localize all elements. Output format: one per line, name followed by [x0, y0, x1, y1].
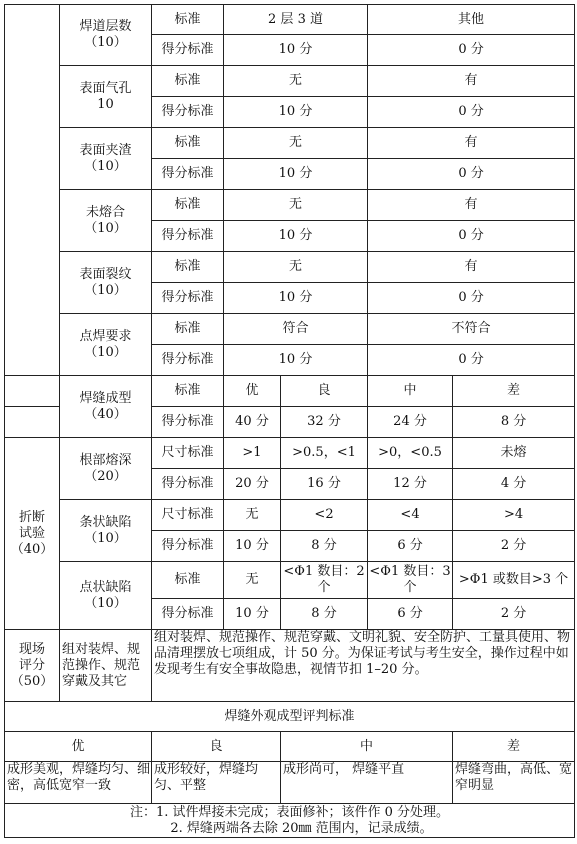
item-cell [60, 438, 152, 500]
score-pass: 10 分 [224, 97, 368, 128]
row-root-std [5, 438, 575, 469]
std-pass: 无 [224, 128, 368, 159]
item-name: 点状缺陷 [79, 579, 132, 595]
standard-label: 标准 [152, 314, 224, 345]
onsite-item: 组对装焊、规范操作、规范穿戴及其它 [60, 630, 152, 702]
section-label-points: （40） [10, 541, 54, 557]
section-label-blank [5, 407, 60, 438]
item-name: 焊道层数 [79, 19, 132, 34]
item-cell [60, 190, 152, 252]
std-fail: 有 [368, 128, 575, 159]
score-fair: 6 分 [368, 531, 453, 562]
appearance-grade-poor: 差 [453, 732, 575, 762]
item-points: （10） [84, 220, 127, 236]
score-standard-label: 得分标准 [152, 283, 224, 314]
row-appearance-descs [5, 762, 575, 804]
section-label-line: 试验 [18, 525, 45, 541]
std-fail: 有 [368, 66, 575, 97]
item-name: 焊缝成型 [79, 390, 132, 406]
row-forming-std [5, 376, 575, 407]
appearance-grade-good: 良 [152, 732, 281, 762]
standard-label: 标准 [152, 5, 224, 35]
item-points: （10） [84, 530, 127, 546]
std-excellent: 无 [224, 500, 281, 531]
row-fusion-std [5, 190, 575, 221]
section-label-onsite [5, 630, 60, 702]
onsite-description: 组对装焊、规范操作、规范穿戴、文明礼貌、安全防护、工量具使用、物品清理摆放七项组成，计 50 分。为保证考试与考生安全，操作过程中如发现考生有安全事故隐患，视情节扣 1–20 分。 [152, 630, 575, 702]
appearance-desc-excellent: 成形美观，焊缝均匀、细密，高低宽窄一致 [5, 762, 152, 804]
item-name: 未熔合 [85, 204, 125, 220]
std-pass: 无 [224, 66, 368, 97]
standard-label: 标准 [152, 66, 224, 97]
score-standard-label: 得分标准 [152, 531, 224, 562]
std-fair: <4 [368, 500, 453, 531]
score-pass: 10 分 [224, 35, 368, 66]
score-poor: 2 分 [453, 599, 575, 630]
item-points: （10） [84, 344, 127, 360]
score-fail: 0 分 [368, 283, 575, 314]
score-excellent: 10 分 [224, 599, 281, 630]
section-label-break-test [5, 438, 60, 630]
grade-excellent: 优 [224, 376, 281, 407]
standard-label: 标准 [152, 376, 224, 407]
score-fail: 0 分 [368, 97, 575, 128]
score-standard-label: 得分标准 [152, 35, 224, 66]
item-points: （10） [84, 35, 127, 50]
standard-label: 标准 [152, 562, 224, 599]
std-good: <2 [281, 500, 368, 531]
item-name: 表面裂纹 [79, 266, 132, 282]
score-good: 16 分 [281, 469, 368, 500]
item-points: 10 [97, 96, 114, 112]
score-standard-label: 得分标准 [152, 599, 224, 630]
score-fair: 24 分 [368, 407, 453, 438]
row-spot-std [5, 562, 575, 599]
item-points: （20） [84, 468, 127, 484]
item-name: 点焊要求 [79, 328, 132, 344]
score-excellent: 20 分 [224, 469, 281, 500]
std-poor: >4 [453, 500, 575, 531]
item-cell [60, 128, 152, 190]
score-poor: 8 分 [453, 407, 575, 438]
item-cell [60, 66, 152, 128]
grade-good: 良 [281, 376, 368, 407]
item-cell [60, 500, 152, 562]
item-cell [60, 376, 152, 438]
score-standard-label: 得分标准 [152, 221, 224, 252]
score-pass: 10 分 [224, 345, 368, 376]
score-good: 32 分 [281, 407, 368, 438]
std-fair: >0，<0.5 [368, 438, 453, 469]
appearance-title: 焊缝外观成型评判标准 [5, 702, 575, 732]
appearance-desc-poor: 焊缝弯曲，高低、宽窄明显 [453, 762, 575, 804]
appearance-grade-fair: 中 [281, 732, 453, 762]
section-label-blank [5, 5, 60, 376]
standard-label: 标准 [152, 252, 224, 283]
score-fair: 6 分 [368, 599, 453, 630]
score-pass: 10 分 [224, 283, 368, 314]
score-standard-label: 得分标准 [152, 407, 224, 438]
item-name: 表面气孔 [79, 80, 132, 96]
score-fail: 0 分 [368, 159, 575, 190]
scoring-table [4, 4, 575, 838]
std-fail: 有 [368, 190, 575, 221]
std-pass: 符合 [224, 314, 368, 345]
appearance-grade-excellent: 优 [5, 732, 152, 762]
std-fair: <Φ1 数目：3 个 [368, 562, 453, 599]
row-porosity-std [5, 66, 575, 97]
score-standard-label: 得分标准 [152, 469, 224, 500]
score-poor: 2 分 [453, 531, 575, 562]
std-pass: 无 [224, 190, 368, 221]
std-good: <Φ1 数目：2 个 [281, 562, 368, 599]
grade-fair: 中 [368, 376, 453, 407]
score-pass: 10 分 [224, 221, 368, 252]
item-points: （40） [84, 406, 127, 422]
std-poor: >Φ1 或数目>3 个 [453, 562, 575, 599]
score-fair: 12 分 [368, 469, 453, 500]
row-appearance-title [5, 702, 575, 732]
row-crack-std [5, 252, 575, 283]
note-line-1: 注：1. 试件焊接未完成；表面修补；该件作 0 分处理。 [129, 804, 450, 820]
section-label-blank [5, 376, 60, 407]
item-cell [60, 5, 152, 66]
item-points: （10） [84, 595, 127, 611]
row-strip-std [5, 500, 575, 531]
score-fail: 0 分 [368, 221, 575, 252]
score-standard-label: 得分标准 [152, 159, 224, 190]
section-label-line: 现场 [18, 641, 45, 657]
notes-cell [5, 804, 575, 838]
row-appearance-grades [5, 732, 575, 762]
row-layers-std [5, 5, 575, 35]
item-points: （10） [84, 158, 127, 174]
size-standard-label: 尺寸标准 [152, 438, 224, 469]
score-good: 8 分 [281, 531, 368, 562]
item-cell [60, 314, 152, 376]
std-excellent: >1 [224, 438, 281, 469]
row-slag-std [5, 128, 575, 159]
std-good: >0.5，<1 [281, 438, 368, 469]
section-label-line: 折断 [18, 509, 45, 525]
appearance-desc-fair: 成形尚可， 焊缝平直 [281, 762, 453, 804]
score-fail: 0 分 [368, 35, 575, 66]
score-standard-label: 得分标准 [152, 97, 224, 128]
standard-label: 标准 [152, 190, 224, 221]
row-onsite [5, 630, 575, 702]
size-standard-label: 尺寸标准 [152, 500, 224, 531]
std-pass: 无 [224, 252, 368, 283]
appearance-desc-good: 成形较好，焊缝均匀、平整 [152, 762, 281, 804]
item-cell [60, 252, 152, 314]
score-excellent: 40 分 [224, 407, 281, 438]
row-tack-std [5, 314, 575, 345]
section-label-points: （50） [10, 673, 54, 689]
item-name: 表面夹渣 [79, 142, 132, 158]
item-name: 条状缺陷 [79, 514, 132, 530]
score-excellent: 10 分 [224, 531, 281, 562]
item-name: 根部熔深 [79, 452, 132, 468]
item-cell [60, 562, 152, 630]
std-poor: 未熔 [453, 438, 575, 469]
grade-poor: 差 [453, 376, 575, 407]
section-label-line: 评分 [18, 657, 45, 673]
standard-label: 标准 [152, 128, 224, 159]
score-good: 8 分 [281, 599, 368, 630]
std-excellent: 无 [224, 562, 281, 599]
std-fail: 不符合 [368, 314, 575, 345]
score-pass: 10 分 [224, 159, 368, 190]
std-fail: 其他 [368, 5, 575, 35]
note-line-2: 2. 焊缝两端各去除 20㎜ 范围内，记录成绩。 [170, 820, 433, 836]
row-notes [5, 804, 575, 838]
item-points: （10） [84, 282, 127, 298]
std-fail: 有 [368, 252, 575, 283]
score-standard-label: 得分标准 [152, 345, 224, 376]
score-poor: 4 分 [453, 469, 575, 500]
score-fail: 0 分 [368, 345, 575, 376]
std-pass: 2 层 3 道 [224, 5, 368, 35]
